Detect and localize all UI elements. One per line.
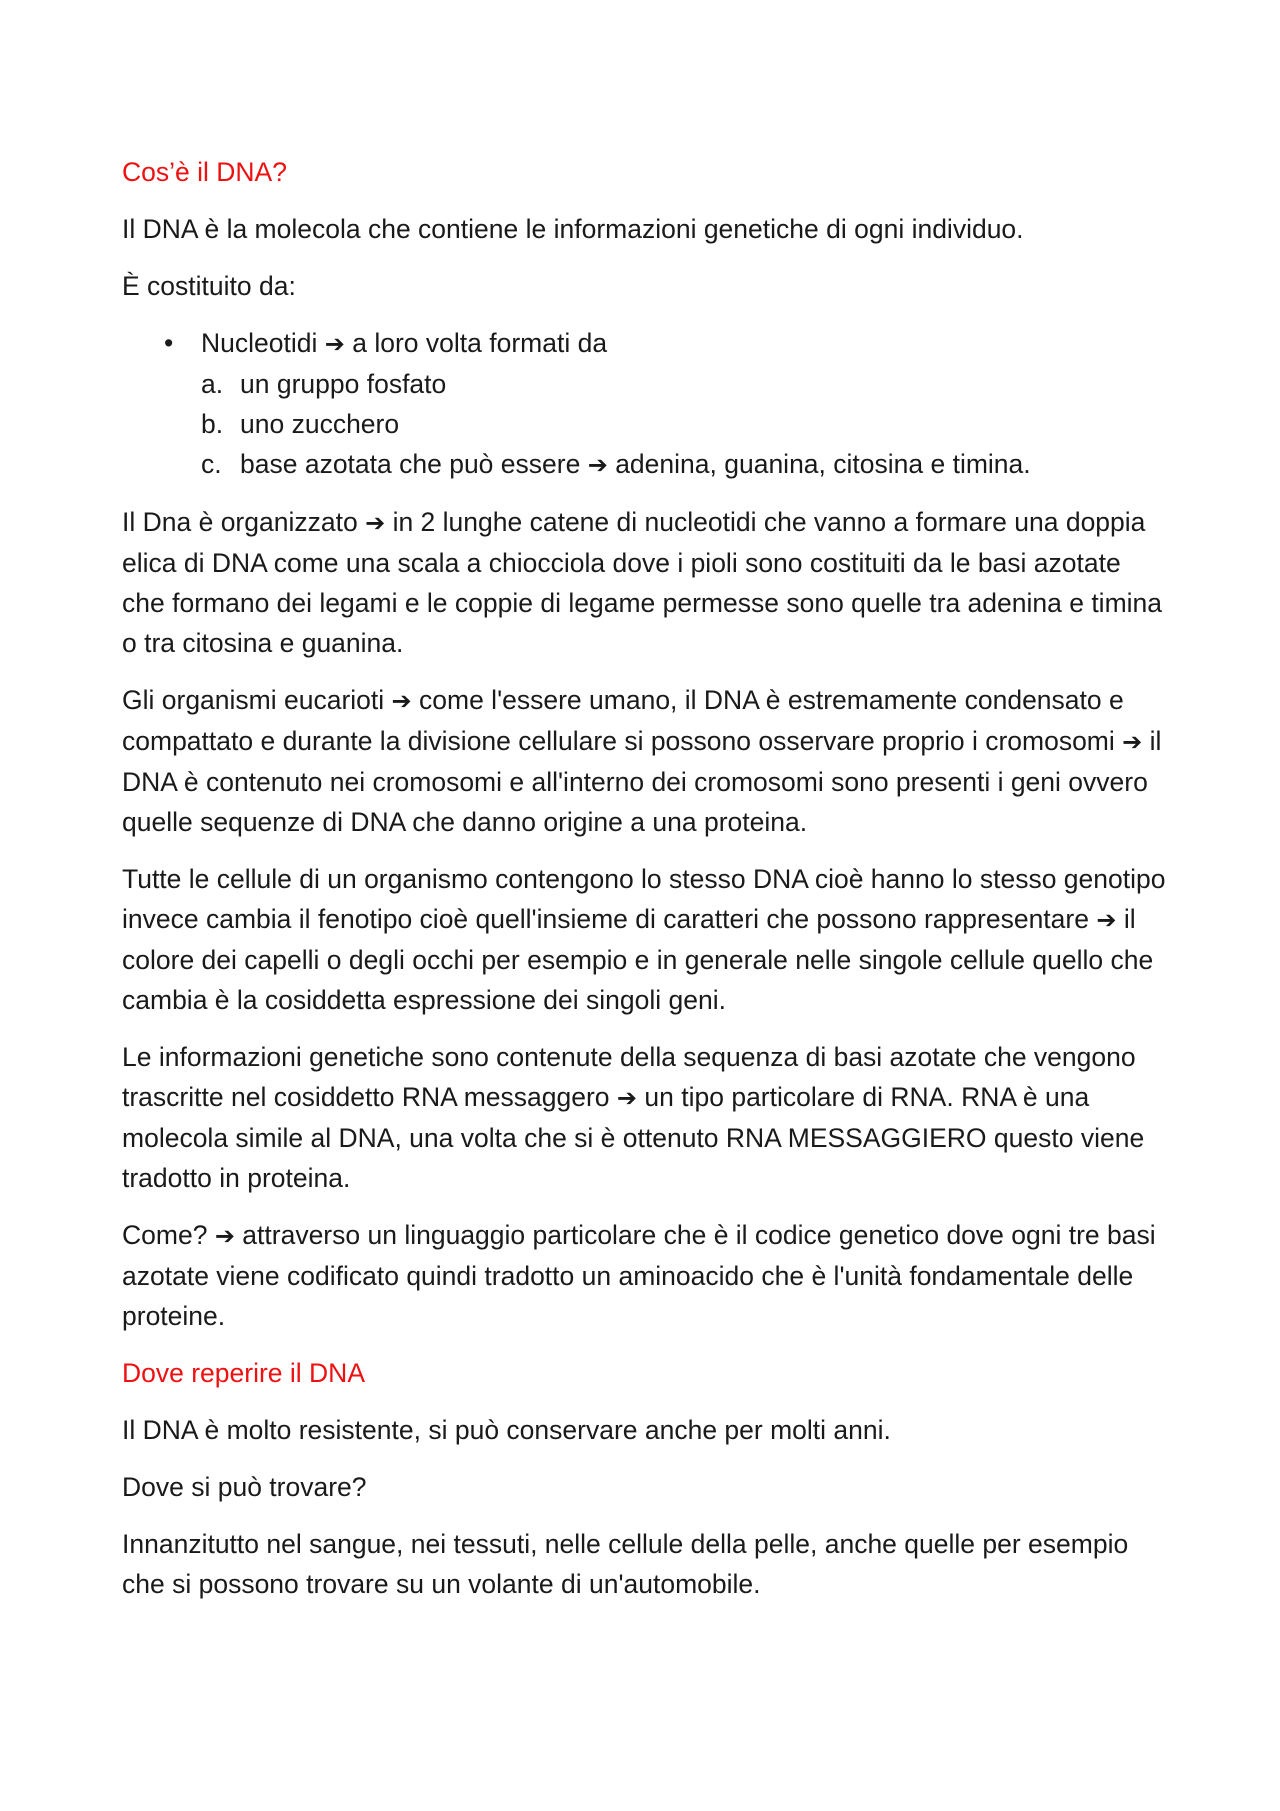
paragraph-composed-by: È costituito da:	[122, 271, 296, 301]
bullet-label: Nucleotidi	[201, 328, 318, 358]
paragraph-how	[122, 1215, 1167, 1336]
paragraph-answer: Innanzitutto nel sangue, nei tessuti, nelle cellule della pelle, anche quelle per esempio che si possono trovare su un volante di un'automobile.	[122, 1529, 1129, 1599]
paragraph-rest: il colore dei capelli o degli occhi per esempio e in generale nelle singole cellule quello che cambia è la cosiddetta espressione dei singoli geni.	[122, 904, 1154, 1015]
paragraph-lead: Il Dna è organizzato	[122, 507, 358, 537]
paragraph-mid: come l'essere umano, il DNA è estremamente condensato e compattato e durante la divisione cellulare si possono osservare proprio i cromosomi	[122, 685, 1124, 756]
list-item-text: un gruppo fosfato	[240, 369, 447, 399]
list-item-text: base azotata che può essere	[240, 449, 581, 479]
paragraph-lead: Gli organismi eucarioti	[122, 685, 385, 715]
arrow-right-icon: ➔	[391, 687, 412, 715]
list-marker: c.	[201, 449, 222, 479]
paragraph-dna-organization	[122, 502, 1167, 663]
arrow-right-icon: ➔	[587, 451, 608, 479]
section-title-what-is-dna: Cos’è il DNA?	[122, 157, 287, 187]
bullet-icon: •	[164, 328, 174, 358]
paragraph-rest: il DNA è contenuto nei cromosomi e all'interno dei cromosomi sono presenti i geni ovvero quelle sequenze di DNA che danno origine a una proteina.	[122, 726, 1162, 837]
paragraph-rest: attraverso un linguaggio particolare che è il codice genetico dove ogni tre basi azotate viene codificato quindi tradotto un aminoacido che è l'unità fondamentale delle proteine.	[122, 1220, 1156, 1331]
nucleotide-components	[201, 364, 1167, 485]
paragraph-eukaryotes	[122, 680, 1167, 842]
bullet-rest: a loro volta formati da	[352, 328, 608, 358]
document-page	[122, 152, 1167, 1621]
arrow-right-icon: ➔	[1122, 728, 1143, 756]
list-item	[201, 444, 1167, 485]
paragraph-lead: Tutte le cellule di un organismo contengono lo stesso DNA cioè hanno lo stesso genotipo invece cambia il fenotipo cioè quell'insieme di caratteri che possono rappresentare	[122, 864, 1166, 934]
paragraph-resistant: Il DNA è molto resistente, si può conservare anche per molti anni.	[122, 1415, 891, 1445]
list-item	[201, 364, 1167, 404]
nucleotide-list	[122, 323, 1167, 485]
list-marker: b.	[201, 409, 224, 439]
paragraph-rest: un tipo particolare di RNA. RNA è una molecola simile al DNA, una volta che si è ottenuto RNA MESSAGGIERO questo viene tradotto in proteina.	[122, 1082, 1145, 1193]
arrow-right-icon: ➔	[324, 330, 345, 358]
paragraph-lead: Come?	[122, 1220, 208, 1250]
arrow-right-icon: ➔	[214, 1222, 235, 1250]
section-title-where-dna: Dove reperire il DNA	[122, 1358, 365, 1388]
paragraph-rest: in 2 lunghe catene di nucleotidi che vanno a formare una doppia elica di DNA come una scala a chiocciola dove i pioli sono costituiti da le basi azotate che formano dei legami e le coppie di legame permesse sono quelle tra adenina e timina o tra citosina e guanina.	[122, 507, 1163, 658]
paragraph-genetic-info	[122, 1037, 1167, 1198]
paragraph-cells	[122, 859, 1167, 1020]
arrow-right-icon: ➔	[365, 509, 386, 537]
paragraph-lead: Le informazioni genetiche sono contenute della sequenza di basi azotate che vengono trascritte nel cosiddetto RNA messaggero	[122, 1042, 1136, 1112]
list-item-text-after-arrow: adenina, guanina, citosina e timina.	[615, 449, 1031, 479]
list-item	[122, 323, 1167, 485]
paragraph-dna-intro: Il DNA è la molecola che contiene le informazioni genetiche di ogni individuo.	[122, 214, 1024, 244]
list-item	[201, 404, 1167, 444]
arrow-right-icon: ➔	[1096, 906, 1117, 934]
list-marker: a.	[201, 369, 224, 399]
paragraph-question: Dove si può trovare?	[122, 1472, 367, 1502]
list-item-text: uno zucchero	[240, 409, 400, 439]
arrow-right-icon: ➔	[616, 1084, 638, 1112]
